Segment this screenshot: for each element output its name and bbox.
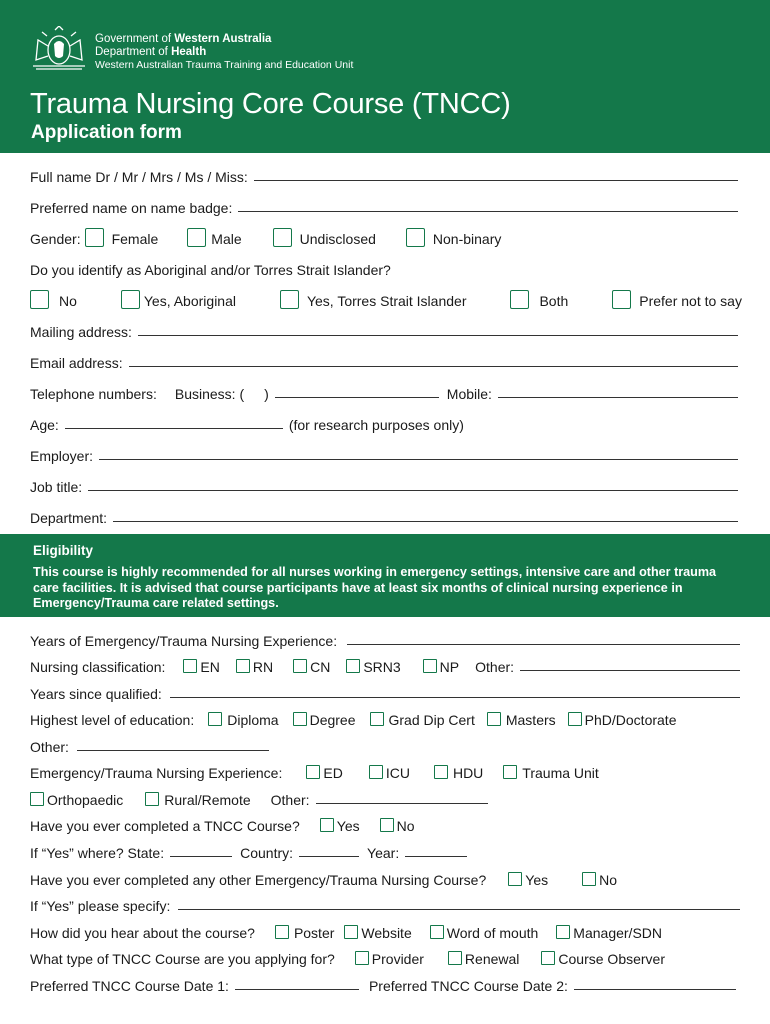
mailing-field[interactable] — [138, 335, 738, 336]
business-label: Business: ( — [174, 386, 245, 402]
aboriginal-option-yes-torres[interactable]: Yes, Torres Strait Islander — [280, 290, 467, 309]
classification-cn[interactable]: CN — [293, 659, 346, 675]
checkbox[interactable] — [208, 712, 222, 726]
years-experience-label: Years of Emergency/Trauma Nursing Experience: — [30, 633, 338, 649]
et-experience-row — [30, 759, 740, 781]
other-course-row — [30, 866, 740, 888]
please-specify-field[interactable] — [178, 909, 740, 910]
type-provider[interactable]: Provider — [355, 951, 448, 967]
years-qualified-label: Years since qualified: — [30, 686, 162, 702]
classification-row — [30, 653, 740, 675]
checkbox[interactable] — [293, 659, 307, 673]
hear-row — [30, 919, 740, 941]
aboriginal-option-both[interactable]: Both — [510, 290, 568, 309]
education-degree[interactable]: Degree — [293, 712, 370, 728]
gender-option-male[interactable]: Male — [187, 228, 272, 247]
preferred-name-label: Preferred name on name badge: — [30, 200, 233, 216]
et-rural-remote[interactable]: Rural/Remote — [145, 792, 270, 808]
department-label: Department: — [30, 510, 108, 526]
eligibility-banner — [0, 534, 770, 617]
year-label: Year: — [367, 845, 400, 861]
hear-poster[interactable]: Poster — [275, 925, 344, 941]
et-orthopaedic[interactable]: Orthopaedic — [30, 792, 145, 808]
checkbox[interactable] — [121, 290, 140, 309]
date2-label: Preferred TNCC Course Date 2: — [368, 978, 568, 994]
checkbox[interactable] — [406, 228, 425, 247]
country-field[interactable] — [299, 856, 359, 857]
government-block — [95, 33, 353, 72]
classification-label: Nursing classification: — [30, 659, 166, 675]
please-specify-label: If “Yes” please specify: — [30, 898, 171, 914]
aboriginal-question-row — [30, 256, 738, 278]
checkbox[interactable] — [430, 925, 444, 939]
eligibility-text: This course is highly recommended for all nurses working in emergency settings, intensive care and other trauma care facilities. It is advised that course participants have at least six months of clinical nursing experience in Emergency/Trauma care related settings. — [33, 565, 717, 610]
job-title-row — [30, 473, 738, 495]
et-ed[interactable]: ED — [306, 765, 368, 781]
email-field[interactable] — [129, 366, 738, 367]
et-other-label: Other: — [270, 792, 310, 808]
employer-row — [30, 442, 738, 464]
education-label: Highest level of education: — [30, 712, 195, 728]
employer-field[interactable] — [99, 459, 738, 460]
checkbox[interactable] — [369, 765, 383, 779]
department-row — [30, 504, 738, 526]
telephone-label: Telephone numbers: — [30, 386, 157, 402]
checkbox[interactable] — [30, 290, 49, 309]
unit-line: Western Australian Trauma Training and Education Unit — [95, 59, 354, 71]
aboriginal-question: Do you identify as Aboriginal and/or Torres Strait Islander? — [30, 262, 391, 278]
checkbox[interactable] — [370, 712, 384, 726]
email-row — [30, 349, 738, 371]
education-other-field[interactable] — [77, 750, 269, 751]
aboriginal-option-no[interactable]: No — [30, 290, 77, 309]
date2-field[interactable] — [574, 989, 736, 990]
hear-manager[interactable]: Manager/SDN — [556, 925, 662, 941]
checkbox[interactable] — [508, 872, 522, 886]
full-name-row — [30, 163, 738, 185]
checkbox[interactable] — [306, 765, 320, 779]
checkbox[interactable] — [85, 228, 104, 247]
years-qualified-field[interactable] — [170, 697, 740, 698]
age-label: Age: — [30, 417, 59, 433]
where-row — [30, 839, 740, 861]
hear-label: How did you hear about the course? — [30, 925, 255, 941]
checkbox[interactable] — [275, 925, 289, 939]
page-subtitle: Application form — [31, 122, 182, 143]
checkbox[interactable] — [510, 290, 529, 309]
hear-word-of-mouth[interactable]: Word of mouth — [430, 925, 557, 941]
business-close: ) — [264, 386, 269, 402]
checkbox[interactable] — [293, 712, 307, 726]
tncc-yes[interactable]: Yes — [320, 818, 380, 834]
checkbox[interactable] — [320, 818, 334, 832]
et-hdu[interactable]: HDU — [434, 765, 503, 781]
checkbox[interactable] — [503, 765, 517, 779]
date1-field[interactable] — [235, 989, 359, 990]
education-masters[interactable]: Masters — [487, 712, 568, 728]
checkbox[interactable] — [556, 925, 570, 939]
education-other-label: Other: — [30, 739, 69, 755]
wa-crest-logo — [30, 26, 88, 72]
preferred-name-row — [30, 194, 738, 216]
mobile-label: Mobile: — [446, 386, 492, 402]
classification-other-field[interactable] — [520, 670, 740, 671]
classification-srn3[interactable]: SRN3 — [346, 659, 422, 675]
eligibility-heading: Eligibility — [33, 543, 94, 558]
education-diploma[interactable]: Diploma — [208, 712, 292, 728]
checkbox[interactable] — [273, 228, 292, 247]
years-qualified-row — [30, 680, 740, 702]
tncc-no[interactable]: No — [380, 818, 415, 834]
department-field[interactable] — [113, 521, 738, 522]
other-course-no[interactable]: No — [582, 872, 617, 888]
et-other-field[interactable] — [316, 803, 488, 804]
telephone-row — [30, 380, 738, 402]
state-field[interactable] — [170, 856, 232, 857]
type-observer[interactable]: Course Observer — [541, 951, 665, 967]
checkbox[interactable] — [612, 290, 631, 309]
years-experience-field[interactable] — [347, 644, 740, 645]
checkbox[interactable] — [582, 872, 596, 886]
et-icu[interactable]: ICU — [369, 765, 434, 781]
checkbox[interactable] — [568, 712, 582, 726]
gender-option-female[interactable]: Female — [85, 228, 188, 247]
business-phone-field[interactable] — [275, 397, 439, 398]
education-other-row — [30, 733, 740, 755]
gender-row — [30, 225, 738, 247]
page-title: Trauma Nursing Core Course (TNCC) — [30, 88, 511, 120]
checkbox[interactable] — [380, 818, 394, 832]
full-name-field[interactable] — [254, 180, 738, 181]
gender-option-non-binary[interactable]: Non-binary — [406, 228, 501, 247]
checkbox[interactable] — [30, 792, 44, 806]
preferred-name-field[interactable] — [238, 211, 738, 212]
job-title-field[interactable] — [88, 490, 738, 491]
employer-label: Employer: — [30, 448, 94, 464]
tncc-completed-label: Have you ever completed a TNCC Course? — [30, 818, 300, 834]
course-type-row — [30, 945, 740, 967]
aboriginal-option-yes-aboriginal[interactable]: Yes, Aboriginal — [121, 290, 236, 309]
gender-label: Gender: — [30, 231, 81, 247]
classification-np[interactable]: NP — [423, 659, 475, 675]
tncc-completed-row — [30, 812, 740, 834]
education-row — [30, 706, 740, 728]
please-specify-row — [30, 892, 740, 914]
job-title-label: Job title: — [30, 479, 83, 495]
full-name-label: Full name Dr / Mr / Mrs / Ms / Miss: — [30, 169, 248, 185]
classification-rn[interactable]: RN — [236, 659, 293, 675]
header-banner — [0, 0, 770, 153]
education-grad-dip[interactable]: Grad Dip Cert — [370, 712, 487, 728]
other-course-yes[interactable]: Yes — [508, 872, 582, 888]
checkbox[interactable] — [423, 659, 437, 673]
aboriginal-option-prefer-not[interactable]: Prefer not to say — [612, 290, 742, 309]
country-label: Country: — [240, 845, 294, 861]
checkbox[interactable] — [448, 951, 462, 965]
checkbox[interactable] — [487, 712, 501, 726]
checkbox[interactable] — [280, 290, 299, 309]
age-row — [30, 411, 738, 433]
checkbox[interactable] — [346, 659, 360, 673]
type-renewal[interactable]: Renewal — [448, 951, 541, 967]
checkbox[interactable] — [434, 765, 448, 779]
checkbox[interactable] — [145, 792, 159, 806]
age-note: (for research purposes only) — [288, 417, 464, 433]
mobile-field[interactable] — [498, 397, 738, 398]
checkbox[interactable] — [355, 951, 369, 965]
et-experience-row-2 — [30, 786, 740, 808]
government-line: Government of Western Australia — [95, 33, 272, 45]
checkbox[interactable] — [183, 659, 197, 673]
dates-row — [30, 972, 740, 994]
email-label: Email address: — [30, 355, 123, 371]
classification-en[interactable]: EN — [183, 659, 235, 675]
age-field[interactable] — [65, 428, 283, 429]
gender-option-undisclosed[interactable]: Undisclosed — [273, 228, 406, 247]
education-phd[interactable]: PhD/Doctorate — [568, 712, 677, 728]
checkbox[interactable] — [541, 951, 555, 965]
et-experience-label: Emergency/Trauma Nursing Experience: — [30, 765, 283, 781]
checkbox[interactable] — [344, 925, 358, 939]
year-field[interactable] — [405, 856, 467, 857]
et-trauma-unit[interactable]: Trauma Unit — [503, 765, 599, 781]
checkbox[interactable] — [236, 659, 250, 673]
checkbox[interactable] — [187, 228, 206, 247]
mailing-row — [30, 318, 738, 340]
other-course-label: Have you ever completed any other Emergency/Trauma Nursing Course? — [30, 872, 487, 888]
department-line: Department of Health — [95, 46, 207, 58]
where-state-label: If “Yes” where? State: — [30, 845, 165, 861]
date1-label: Preferred TNCC Course Date 1: — [30, 978, 229, 994]
mailing-label: Mailing address: — [30, 324, 132, 340]
classification-other-label: Other: — [475, 659, 515, 675]
aboriginal-options-row — [30, 287, 742, 309]
course-type-label: What type of TNCC Course are you applying for? — [30, 951, 335, 967]
years-experience-row — [30, 627, 740, 649]
hear-website[interactable]: Website — [344, 925, 429, 941]
